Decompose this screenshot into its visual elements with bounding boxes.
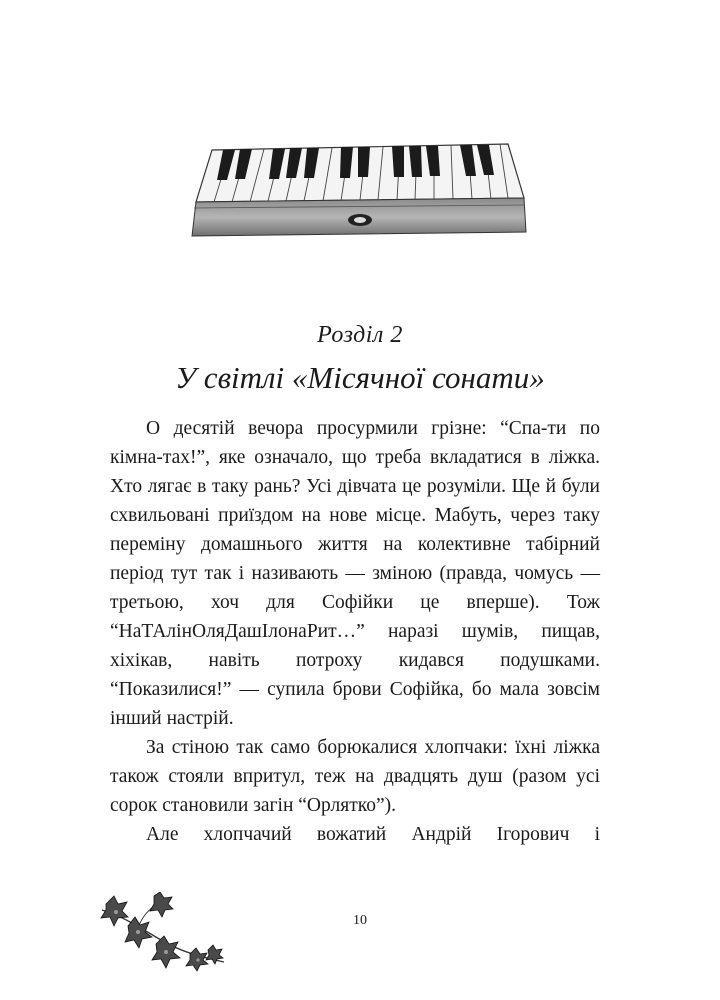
chapter-label: Розділ 2 (317, 322, 403, 348)
body-text (110, 414, 600, 849)
ivy-leaves-icon (98, 892, 228, 976)
paragraph: О десятій вечора просурмили грізне: “Спа-ти по кімна-тах!”, яке означало, що треба вкладатися в ліжка. Хто лягає в таку рань? Усі дівчата це розуміли. Ще й були схвильовані приїздом на нове місце. Мабуть, через таку переміну домашнього життя на колективне табірний період тут так і називають — зміною (правда, чомусь — третьою, хоч для Софійки це вперше). Тож “НаТАлінОляДашІлонаРит…” наразі шумів, пищав, хіхікав, навіть потроху кидався подушками. “Показилися!” — супила брови Софійка, бо мала зовсім інший настрій. (110, 418, 600, 729)
page-number: 10 (353, 913, 367, 928)
chapter-title: У світлі «Місячної сонати» (175, 360, 545, 395)
piano-keyboard-icon (190, 128, 528, 240)
paragraph: Але хлопчачий вожатий Андрій Ігорович і (146, 824, 600, 845)
paragraph: За стіною так само борюкалися хлопчаки: їхні ліжка також стояли впритул, теж на двадцять душ (разом усі сорок становили загін “Орлятко”). (110, 737, 600, 816)
